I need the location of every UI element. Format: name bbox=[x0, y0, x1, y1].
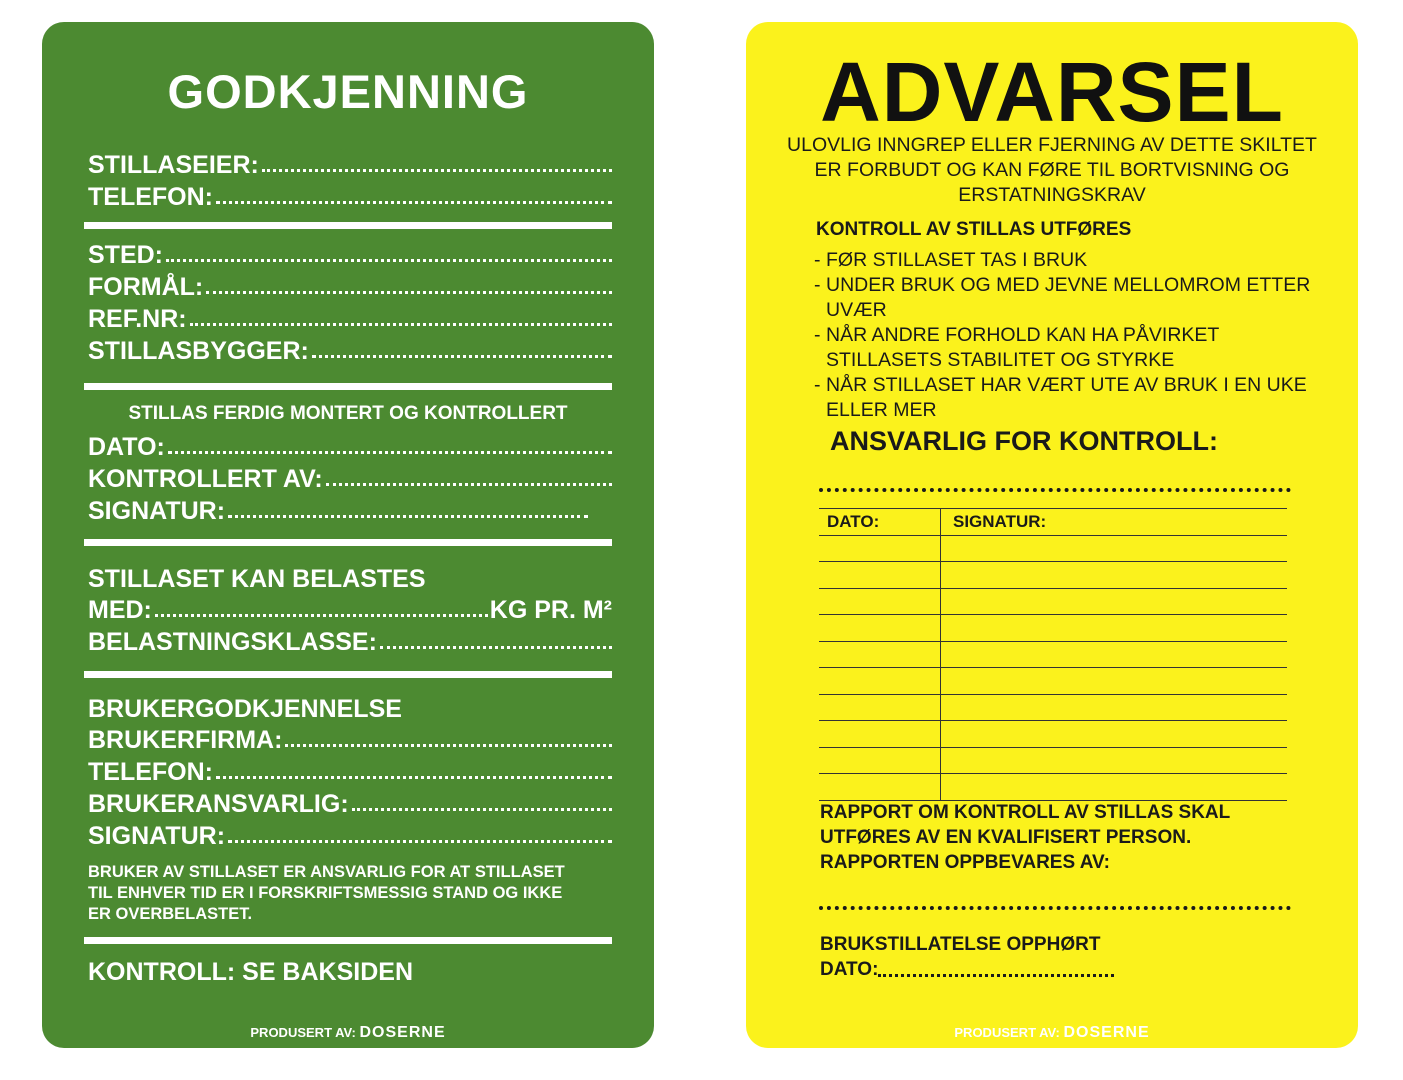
table-row bbox=[819, 536, 1287, 563]
table-row bbox=[819, 774, 1287, 801]
control-heading: KONTROLL AV STILLAS UTFØRES bbox=[816, 219, 1132, 240]
table-header: DATO: SIGNATUR: bbox=[819, 508, 1287, 536]
checked-by-field: KONTROLLERT AV: bbox=[88, 466, 612, 492]
producer-credit: PRODUSERT AV: DOSERNE bbox=[954, 1024, 1150, 1041]
approval-title: GODKJENNING bbox=[167, 65, 529, 118]
list-item: - FØR STILLASET TAS I BRUK bbox=[814, 249, 1088, 271]
date-field: DATO: bbox=[88, 434, 612, 460]
ended-heading: BRUKSTILLATELSE OPPHØRT bbox=[820, 934, 1101, 955]
user-signature-field: SIGNATUR: bbox=[88, 823, 612, 849]
user-heading: BRUKERGODKJENNELSE bbox=[88, 695, 402, 723]
user-note: BRUKER AV STILLASET ER ANSVARLIG FOR AT STILLASET TIL ENHVER TID ER I FORSKRIFTSMESSIG STAND OG IKKE ER OVERBELASTET. bbox=[88, 863, 565, 923]
phone-field: TELEFON: bbox=[88, 184, 612, 210]
control-log-table bbox=[819, 508, 1287, 801]
list-item: - NÅR ANDRE FORHOLD KAN HA PÅVIRKET STILLASETS STABILITET OG STYRKE bbox=[814, 324, 1219, 371]
divider bbox=[84, 671, 612, 678]
responsible-line bbox=[819, 488, 1291, 492]
divider bbox=[84, 383, 612, 390]
user-phone-field: TELEFON: bbox=[88, 759, 612, 785]
warning-title: ADVARSEL bbox=[820, 45, 1284, 139]
ref-field: REF.NR: bbox=[88, 306, 612, 332]
mounted-heading: STILLAS FERDIG MONTERT OG KONTROLLERT bbox=[128, 403, 568, 424]
user-company-field: BRUKERFIRMA: bbox=[88, 727, 612, 753]
table-row bbox=[819, 695, 1287, 722]
table-row bbox=[819, 721, 1287, 748]
divider bbox=[84, 539, 612, 546]
purpose-field: FORMÅL: bbox=[88, 274, 612, 300]
load-class-field: BELASTNINGSKLASSE: bbox=[88, 629, 612, 655]
divider bbox=[84, 222, 612, 229]
ended-block bbox=[820, 932, 1114, 982]
ended-date-field: DATO: bbox=[820, 957, 1114, 982]
builder-field: STILLASBYGGER: bbox=[88, 338, 612, 364]
table-row bbox=[819, 562, 1287, 589]
report-text: RAPPORT OM KONTROLL AV STILLAS SKAL UTFØRES AV EN KVALIFISERT PERSON. RAPPORTEN OPPBEVARES AV: bbox=[820, 802, 1230, 873]
producer-credit: PRODUSERT AV: DOSERNE bbox=[250, 1024, 446, 1041]
table-row bbox=[819, 589, 1287, 616]
brand-logo: DOSERNE bbox=[1063, 1024, 1150, 1041]
footer-text: KONTROLL: SE BAKSIDEN bbox=[88, 958, 413, 986]
owner-field: STILLASEIER: bbox=[88, 152, 612, 178]
table-row bbox=[819, 668, 1287, 695]
control-list bbox=[814, 248, 1334, 423]
warning-text: ULOVLIG INNGREP ELLER FJERNING AV DETTE SKILTET ER FORBUDT OG KAN FØRE TIL BORTVISNING OG ERSTATNINGSKRAV bbox=[787, 134, 1317, 206]
warning-card bbox=[746, 22, 1358, 1048]
responsible-heading: ANSVARLIG FOR KONTROLL: bbox=[830, 426, 1218, 456]
list-item: - NÅR STILLASET HAR VÆRT UTE AV BRUK I EN UKE ELLER MER bbox=[814, 374, 1307, 421]
user-responsible-field: BRUKERANSVARLIG: bbox=[88, 791, 612, 817]
table-row bbox=[819, 642, 1287, 669]
load-field: MED: KG PR. M² bbox=[88, 596, 612, 624]
divider bbox=[84, 937, 612, 944]
approval-card bbox=[42, 22, 654, 1048]
list-item: - UNDER BRUK OG MED JEVNE MELLOMROM ETTER UVÆR bbox=[814, 274, 1311, 321]
place-field: STED: bbox=[88, 242, 612, 268]
table-row bbox=[819, 615, 1287, 642]
signature-field: SIGNATUR: bbox=[88, 498, 612, 524]
report-line bbox=[819, 906, 1291, 910]
table-row bbox=[819, 748, 1287, 775]
brand-logo: DOSERNE bbox=[359, 1024, 446, 1041]
load-heading: STILLASET KAN BELASTES bbox=[88, 565, 426, 593]
